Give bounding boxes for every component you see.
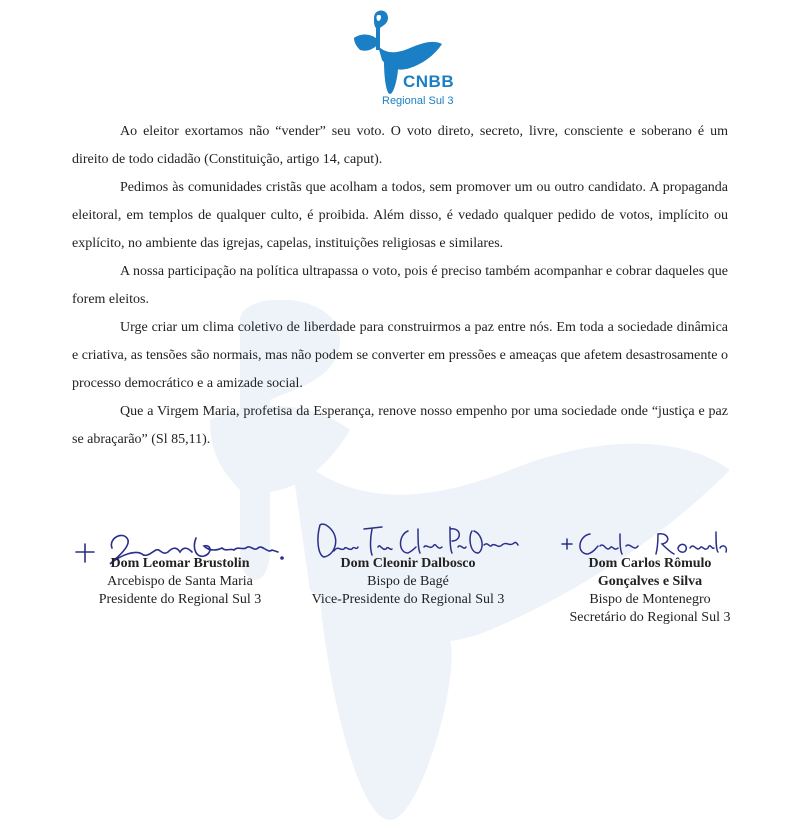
- signatory-leomar: [70, 555, 290, 609]
- paragraph: Pedimos às comunidades cristãs que acolham a todos, sem promover um ou outro candidato. A propaganda eleitoral, em templos de qualquer culto, é proibida. Além disso, é vedado qualquer pedido de votos, implícito ou explícito, no ambiente das igrejas, capelas, instituições religiosas e similares.: [72, 180, 728, 251]
- paragraph: Urge criar um clima coletivo de liberdade para construirmos a paz entre nós. Em toda a sociedade dinâmica e criativa, as tensões são normais, mas não podem se converter em pressões e ameaças que afetem desastrosamente o processo democrático e a amizade social.: [72, 320, 728, 391]
- signatory-title: Bispo de Bagé: [367, 574, 449, 589]
- signatory-name: Dom Leomar Brustolin: [110, 556, 250, 571]
- signatory-title: Arcebispo de Santa Maria: [107, 574, 253, 589]
- letter-body: [72, 118, 728, 454]
- signatory-role: Secretário do Regional Sul 3: [569, 610, 731, 625]
- paragraph: Que a Virgem Maria, profetisa da Esperança, renove nosso empenho por uma sociedade onde “justiça e paz se abraçarão” (Sl 85,11).: [72, 404, 728, 447]
- signatory-name-line1: Dom Carlos Rômulo: [588, 556, 712, 571]
- signatory-title: Bispo de Montenegro: [589, 592, 711, 607]
- signatory-role: Vice-Presidente do Regional Sul 3: [311, 592, 505, 607]
- logo-subtitle: Regional Sul 3: [382, 95, 454, 107]
- signatory-role: Presidente do Regional Sul 3: [98, 592, 262, 607]
- signatory-carlos: [550, 555, 750, 627]
- paragraph: Ao eleitor exortamos não “vender” seu voto. O voto direto, secreto, livre, consciente e soberano é um direito de todo cidadão (Constituição, artigo 14, caput).: [72, 124, 728, 167]
- paragraph: A nossa participação na política ultrapassa o voto, pois é preciso também acompanhar e cobrar daqueles que forem eleitos.: [72, 264, 728, 307]
- signatory-name: Dom Cleonir Dalbosco: [340, 556, 476, 571]
- signatory-name-line2: Gonçalves e Silva: [597, 574, 703, 589]
- signatory-cleonir: [298, 555, 518, 609]
- logo-title: CNBB: [403, 72, 455, 91]
